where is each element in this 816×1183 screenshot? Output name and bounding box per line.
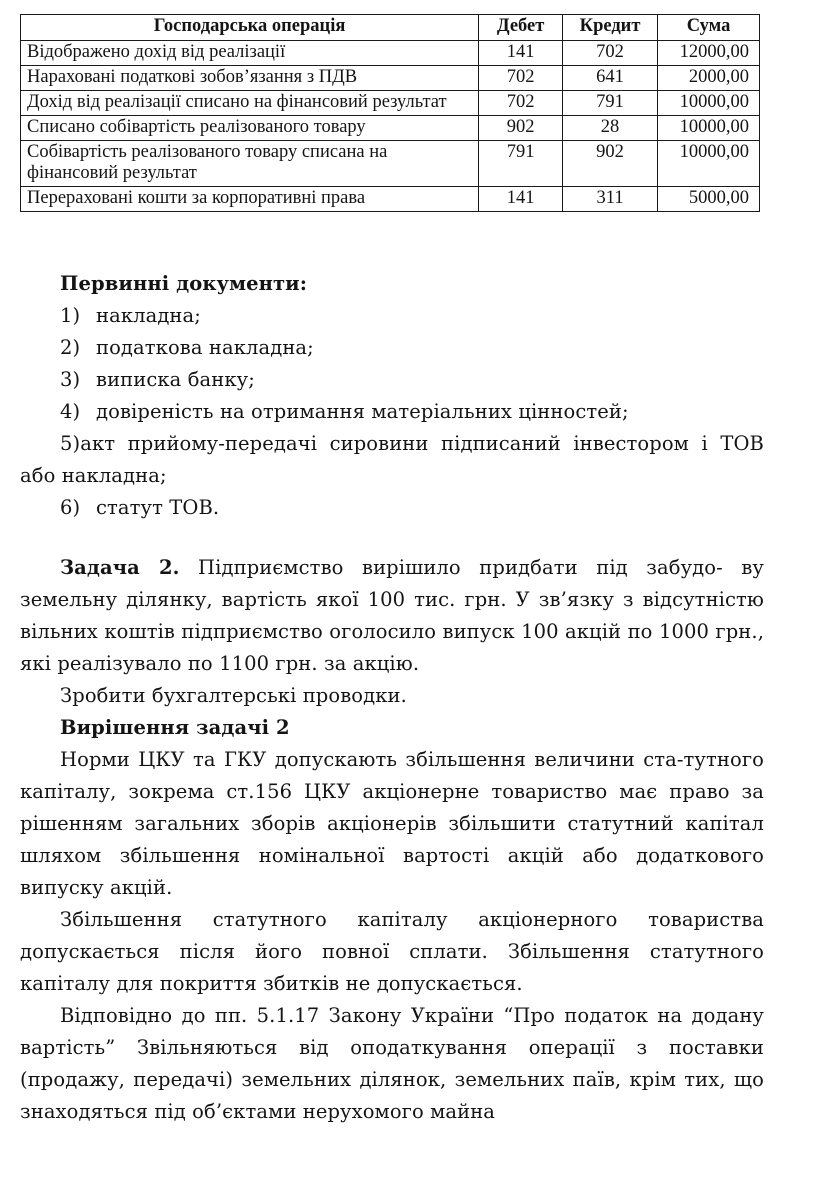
list-item: [20, 492, 764, 524]
table-row: [21, 66, 760, 91]
debit-cell: 791: [479, 141, 563, 187]
task2-instruction: Зробити бухгалтерські проводки.: [60, 684, 407, 707]
list-text: податкова накладна;: [96, 336, 314, 359]
credit-cell: 702: [563, 41, 658, 66]
list-number: 4): [60, 400, 81, 423]
list-number: 3): [60, 368, 81, 391]
sum-cell: 10000,00: [658, 91, 760, 116]
list-text: статут ТОВ.: [96, 496, 220, 519]
operation-cell: Собівартість реалізованого товару списана на фінансовий результат: [21, 141, 479, 187]
table-row: [21, 91, 760, 116]
sum-cell: 10000,00: [658, 141, 760, 187]
operation-cell: Дохід від реалізації списано на фінансовий результат: [21, 91, 479, 116]
list-text: акт прийому-передачі сировини підписаний інвестором і ТОВ або накладна;: [20, 432, 764, 487]
list-text: накладна;: [96, 304, 201, 327]
debit-cell: 141: [479, 41, 563, 66]
credit-cell: 791: [563, 91, 658, 116]
list-number: 6): [60, 496, 81, 519]
solution-paragraph: Норми ЦКУ та ГКУ допускають збільшення величини ста-тутного капіталу, зокрема ст.156 ЦКУ акціонерне товариство має право за рішенням загальних зборів акціонерів збільшити статутний капітал шляхом збільшення номінальної вартості акцій або додаткового випуску акцій.: [20, 748, 764, 899]
solution-paragraph: Збільшення статутного капіталу акціонерного товариства допускається після його повної сплати. Збільшення статутного капіталу для покриття збитків не допускається.: [20, 908, 764, 995]
document-body: [20, 268, 764, 1128]
list-number: 1): [60, 304, 81, 327]
list-item: [20, 332, 764, 364]
list-number: 2): [60, 336, 81, 359]
task2-label: Задача 2.: [60, 556, 180, 579]
debit-cell: 141: [479, 187, 563, 212]
list-number: 5): [60, 432, 81, 455]
credit-cell: 311: [563, 187, 658, 212]
header-sum: Сума: [658, 15, 760, 41]
debit-cell: 902: [479, 116, 563, 141]
table-row: [21, 141, 760, 187]
operation-cell: Відображено дохід від реалізації: [21, 41, 479, 66]
list-text: виписка банку;: [96, 368, 255, 391]
solution-heading: Вирішення задачі 2: [60, 716, 290, 739]
credit-cell: 902: [563, 141, 658, 187]
credit-cell: 641: [563, 66, 658, 91]
header-credit: Кредит: [563, 15, 658, 41]
list-item: [20, 300, 764, 332]
primary-docs-heading: Первинні документи:: [60, 272, 308, 295]
sum-cell: 10000,00: [658, 116, 760, 141]
table-row: [21, 187, 760, 212]
sum-cell: 2000,00: [658, 66, 760, 91]
list-text: довіреність на отримання матеріальних цінностей;: [96, 400, 629, 423]
operation-cell: Списано собівартість реалізованого товару: [21, 116, 479, 141]
sum-cell: 12000,00: [658, 41, 760, 66]
list-item: [20, 428, 764, 492]
sum-cell: 5000,00: [658, 187, 760, 212]
task2-text: Підприємство вирішило придбати під забудо- ву земельну ділянку, вартість якої 100 тис. грн. У зв’язку з відсутністю вільних коштів підприємство оголосило випуск 100 акцій по 1000 грн., які реалізувало по 1100 грн. за акцію.: [20, 556, 764, 675]
task2-paragraph: [20, 552, 764, 680]
table-row: [21, 116, 760, 141]
table-row: [21, 41, 760, 66]
credit-cell: 28: [563, 116, 658, 141]
list-item: [20, 396, 764, 428]
list-item: [20, 364, 764, 396]
operation-cell: Перераховані кошти за корпоративні права: [21, 187, 479, 212]
solution-paragraph: Відповідно до пп. 5.1.17 Закону України “Про податок на додану вартість” Звільняються від оподаткування операції з поставки (продажу, передачі) земельних ділянок, земельних паїв, крім тих, що знаходяться під об’єктами нерухомого майна: [20, 1004, 764, 1123]
header-operation: Господарська операція: [21, 15, 479, 41]
operations-table: [20, 14, 760, 212]
paragraph-gap: [20, 524, 764, 552]
debit-cell: 702: [479, 91, 563, 116]
header-debit: Дебет: [479, 15, 563, 41]
table-header-row: [21, 15, 760, 41]
debit-cell: 702: [479, 66, 563, 91]
operation-cell: Нараховані податкові зобов’язання з ПДВ: [21, 66, 479, 91]
